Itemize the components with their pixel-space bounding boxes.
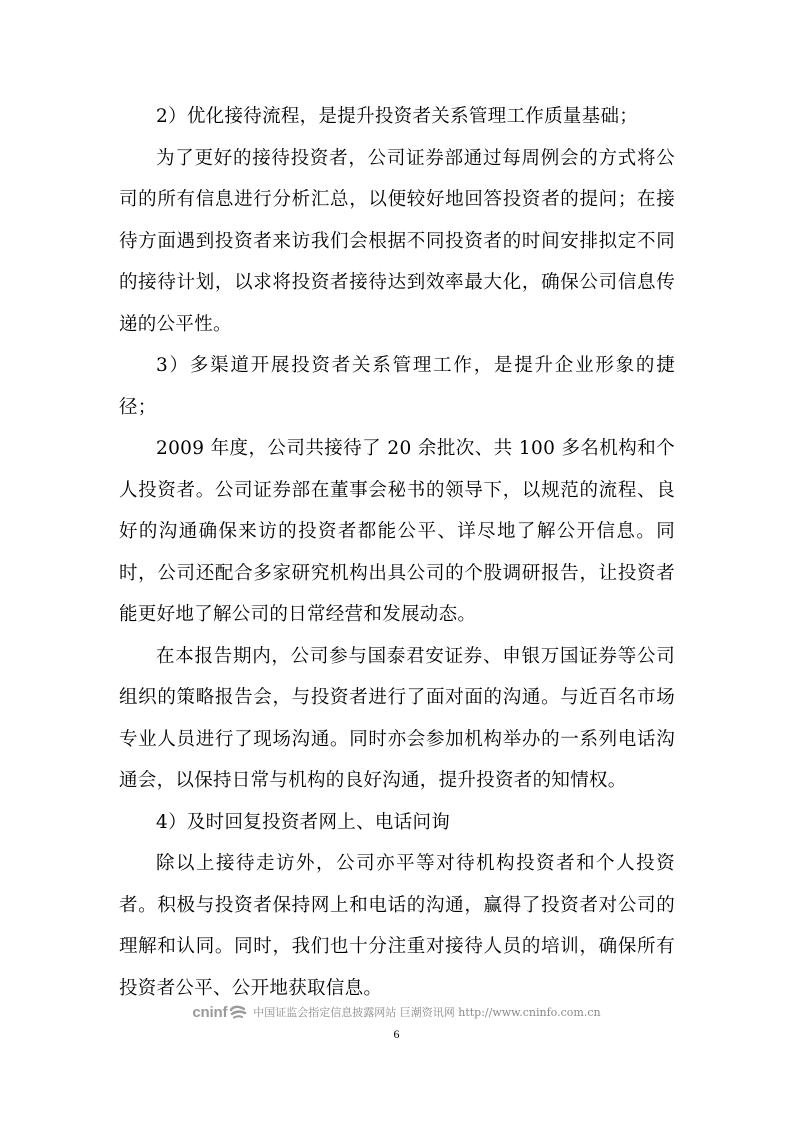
logo-text: cninf (192, 1003, 228, 1021)
cninfo-logo (192, 1004, 247, 1021)
paragraph: 除以上接待走访外，公司亦平等对待机构投资者和个人投资者。积极与投资者保持网上和电话的沟通，赢得了投资者对公司的理解和认同。同时，我们也十分注重对接待人员的培训，确保所有投资者公平、公开地获取信息。 (119, 853, 675, 999)
paragraph-heading-2: 2）优化接待流程，是提升投资者关系管理工作质量基础； (156, 106, 639, 127)
cninfo-swirl-icon (229, 1005, 247, 1019)
paragraph-heading-3: 3）多渠道开展投资者关系管理工作，是提升企业形象的捷径； (119, 355, 675, 418)
paragraph: 2009 年度，公司共接待了 20 余批次、共 100 多名机构和个人投资者。公司证券部在董事会秘书的领导下，以规范的流程、良好的沟通确保来访的投资者都能公平、详尽地了解公开信息。同时，公司还配合多家研究机构出具公司的个股调研报告，让投资者能更好地了解公司的日常经营和发展动态。 (119, 438, 675, 625)
footer-disclosure-text: 中国证监会指定信息披露网站 巨潮资讯网 http://www.cninfo.com.cn (253, 1006, 601, 1019)
page-footer (0, 1000, 793, 1024)
page-number: 6 (393, 1027, 400, 1041)
paragraph: 为了更好的接待投资者，公司证券部通过每周例会的方式将公司的所有信息进行分析汇总，以便较好地回答投资者的提问；在接待方面遇到投资者来访我们会根据不同投资者的时间安排拟定不同的接待计划，以求将投资者接待达到效率最大化，确保公司信息传递的公平性。 (119, 147, 675, 335)
paragraph: 在本报告期内，公司参与国泰君安证券、申银万国证券等公司组织的策略报告会，与投资者进行了面对面的沟通。与近百名市场专业人员进行了现场沟通。同时亦会参加机构举办的一系列电话沟通会，以保持日常与机构的良好沟通，提升投资者的知情权。 (119, 645, 675, 791)
document-body (119, 96, 675, 1009)
paragraph-heading-4: 4）及时回复投资者网上、电话问询 (156, 811, 451, 833)
